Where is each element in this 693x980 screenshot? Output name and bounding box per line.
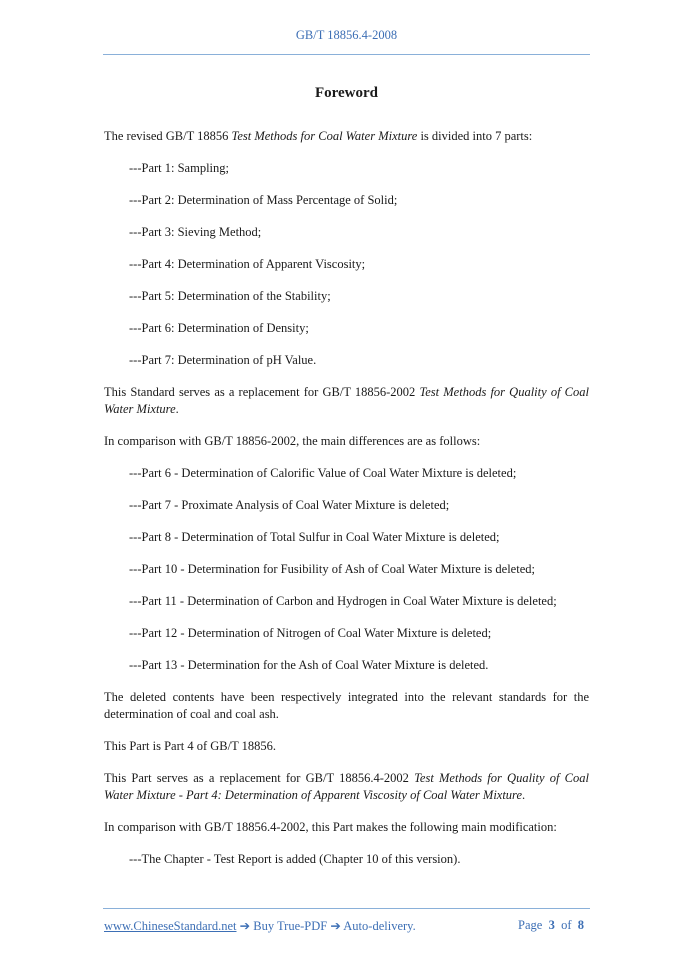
list-item: ---Part 6: Determination of Density;	[129, 321, 309, 335]
website-link[interactable]: www.ChineseStandard.net	[104, 919, 237, 933]
footer-divider	[103, 908, 590, 909]
document-body	[104, 85, 589, 883]
replacement-title-italic: Test Methods for Quality of Coal Water Mixture	[104, 385, 589, 416]
part-replacement-text: This Part serves as a replacement for GB/T 18856.4-2002	[104, 771, 415, 785]
page-total: 8	[577, 918, 584, 932]
list-item: ---Part 11 - Determination of Carbon and Hydrogen in Coal Water Mixture is deleted;	[129, 594, 557, 608]
replacement-text-end: .	[175, 402, 179, 416]
list-item: ---Part 3: Sieving Method;	[129, 225, 262, 239]
list-item: ---Part 6 - Determination of Calorific Value of Coal Water Mixture is deleted;	[129, 466, 517, 480]
auto-delivery-text: Auto-delivery.	[343, 919, 416, 933]
replacement-text: This Standard serves as a replacement for GB/T 18856-2002	[104, 385, 420, 399]
list-item: ---Part 5: Determination of the Stability;	[129, 289, 331, 303]
intro-title-italic: Test Methods for Coal Water Mixture	[231, 129, 418, 143]
list-item: ---Part 8 - Determination of Total Sulfur in Coal Water Mixture is deleted;	[129, 530, 500, 544]
buy-pdf-text: Buy True-PDF	[253, 919, 328, 933]
deleted-note-paragraph: The deleted contents have been respectively integrated into the relevant standards for the determination of coal and coal ash.	[104, 690, 589, 721]
modification-intro: In comparison with GB/T 18856.4-2002, this Part makes the following main modification:	[104, 820, 557, 834]
page-indicator	[518, 918, 584, 933]
intro-paragraph	[104, 128, 589, 145]
part-replacement-title-italic: Test Methods for Quality of Coal Water Mixture - Part 4: Determination of Apparent Viscosity of Coal Water Mixture	[104, 771, 589, 802]
list-item: ---Part 13 - Determination for the Ash of Coal Water Mixture is deleted.	[129, 658, 489, 672]
arrow-right-icon: ➔	[239, 919, 251, 933]
arrow-right-icon: ➔	[330, 919, 341, 933]
page-title: Foreword	[314, 85, 379, 101]
page-header	[0, 28, 693, 43]
header-divider	[103, 54, 590, 55]
list-item: ---The Chapter - Test Report is added (Chapter 10 of this version).	[129, 852, 461, 866]
header-doc-code: GB/T 18856.4-2008	[295, 28, 398, 42]
part-statement: This Part is Part 4 of GB/T 18856.	[104, 739, 276, 753]
page-label: Page	[518, 918, 543, 932]
list-item: ---Part 7: Determination of pH Value.	[129, 353, 317, 367]
list-item: ---Part 10 - Determination for Fusibility of Ash of Coal Water Mixture is deleted;	[129, 562, 535, 576]
list-item: ---Part 2: Determination of Mass Percentage of Solid;	[129, 193, 398, 207]
comparison-intro: In comparison with GB/T 18856-2002, the main differences are as follows:	[104, 434, 481, 448]
page-current: 3	[548, 918, 555, 932]
part-replacement-text-end: .	[522, 788, 526, 802]
part-replacement-paragraph	[104, 770, 589, 804]
list-item: ---Part 7 - Proximate Analysis of Coal Water Mixture is deleted;	[129, 498, 450, 512]
list-item: ---Part 12 - Determination of Nitrogen of Coal Water Mixture is deleted;	[129, 626, 492, 640]
intro-text-end: is divided into 7 parts:	[417, 129, 533, 143]
intro-text: The revised GB/T 18856	[104, 129, 232, 143]
of-label: of	[561, 918, 572, 932]
replacement-paragraph	[104, 384, 589, 418]
list-item: ---Part 4: Determination of Apparent Viscosity;	[129, 257, 366, 271]
footer-links	[104, 918, 416, 934]
list-item: ---Part 1: Sampling;	[129, 161, 229, 175]
